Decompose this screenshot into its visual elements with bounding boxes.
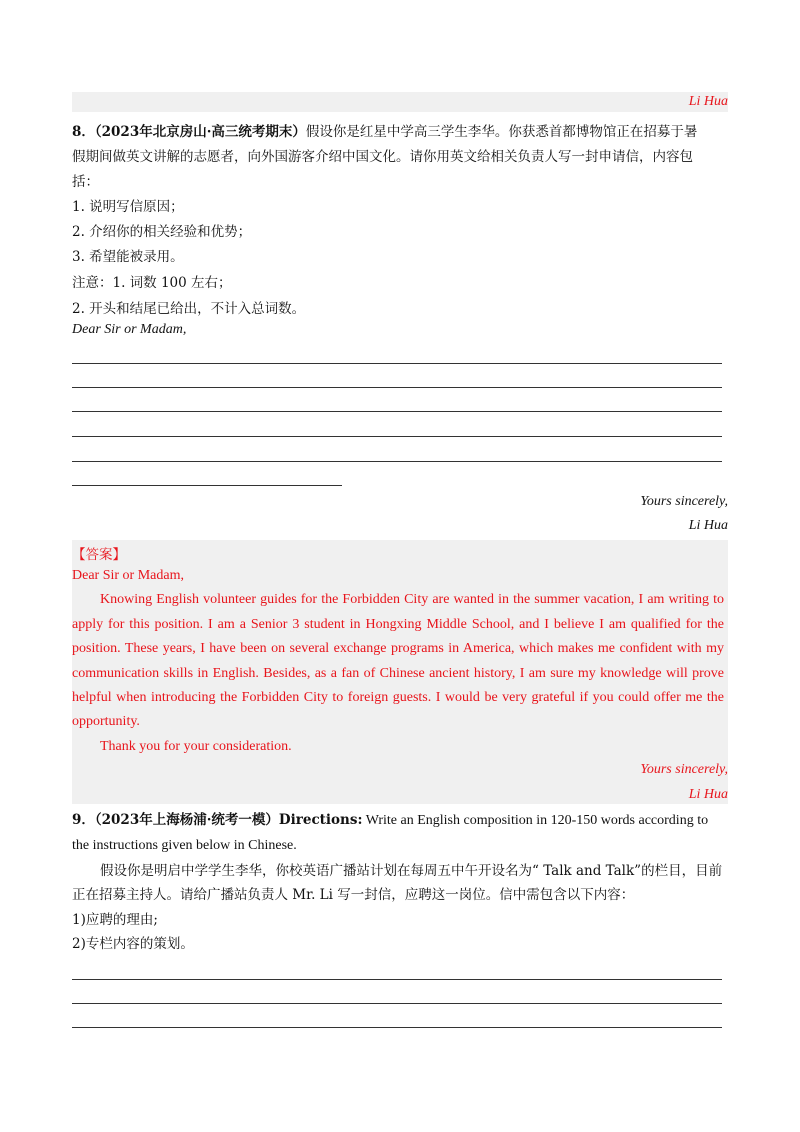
writing-line-short[interactable] bbox=[72, 485, 342, 486]
q9-block bbox=[72, 808, 724, 956]
q9-paragraph: 假设你是明启中学学生李华，你校英语广播站计划在每周五中午开设名为“ Talk and Talk”的栏目，目前正在招募主持人。请给广播站负责人 Mr. Li 写一封信，应聘这一岗位。信中需包含以下内容： bbox=[72, 862, 723, 904]
q8-signature: Li Hua bbox=[688, 518, 728, 533]
answer-text bbox=[72, 564, 724, 759]
q8-salutation: Dear Sir or Madam, bbox=[72, 322, 187, 337]
q9-item-1: 1)应聘的理由; bbox=[72, 911, 158, 928]
q8-prompt-l1: 假设你是红星中学高三学生李华。你获悉首都博物馆正在招募于暑 bbox=[305, 124, 698, 140]
answer-signature: Li Hua bbox=[688, 787, 728, 802]
writing-line[interactable] bbox=[72, 979, 722, 980]
answer-body: Knowing English volunteer guides for the Forbidden City are wanted in the summer vacation, I am writing to apply for this position. I am a Senior 3 student in Hongxing Middle School, and I believe I am qualified for the position. These years, I have been on several exchange programs in America, which makes me confident with my communication skills in English. Besides, as a fan of Chinese ancient history, I am sure my knowledge will prove helpful when introducing the Forbidden City to foreign guests. I would be very grateful if you could offer me the opportunity. bbox=[72, 592, 724, 730]
q9-item-2: 2)专栏内容的策划。 bbox=[72, 936, 194, 953]
q9-heading bbox=[72, 808, 724, 859]
q9-label: 9．（2023年上海杨浦·统考一模） bbox=[72, 812, 279, 828]
top-signature: Li Hua bbox=[688, 94, 728, 109]
top-answer-band bbox=[72, 92, 728, 112]
writing-line[interactable] bbox=[72, 1027, 722, 1028]
q9-directions-label: Directions: bbox=[278, 812, 363, 828]
q8-item-2: 2. 介绍你的相关经验和优势； bbox=[72, 224, 252, 240]
writing-line[interactable] bbox=[72, 461, 722, 462]
writing-line[interactable] bbox=[72, 411, 722, 412]
q8-label: 8．（2023年北京房山·高三统考期末） bbox=[72, 124, 306, 140]
writing-line[interactable] bbox=[72, 436, 722, 437]
writing-line[interactable] bbox=[72, 1003, 722, 1004]
answer-tag: 【答案】 bbox=[72, 547, 126, 563]
q8-item-3: 3. 希望能被录用。 bbox=[72, 249, 184, 265]
q8-prompt-l2: 假期间做英文讲解的志愿者，向外国游客介绍中国文化。请你用英文给相关负责人写一封申请信，内容包 bbox=[72, 149, 693, 165]
q8-item-1: 1. 说明写信原因； bbox=[72, 199, 184, 215]
q8-prompt-l3: 括： bbox=[72, 174, 99, 190]
writing-line[interactable] bbox=[72, 363, 722, 364]
q8-note-2: 2. 开头和结尾已给出，不计入总词数。 bbox=[72, 301, 306, 317]
answer-salutation: Dear Sir or Madam, bbox=[72, 568, 184, 583]
q8-line-1 bbox=[72, 120, 697, 140]
q8-closing: Yours sincerely, bbox=[640, 494, 728, 509]
answer-thanks: Thank you for your consideration. bbox=[100, 738, 292, 754]
q8-note-1: 注意：1. 词数 100 左右； bbox=[72, 275, 232, 291]
q9-directions-text: Write an English composition in 120-150 words according to the instructions given below in Chinese. bbox=[72, 813, 709, 854]
answer-closing: Yours sincerely, bbox=[640, 762, 728, 777]
writing-line[interactable] bbox=[72, 387, 722, 388]
